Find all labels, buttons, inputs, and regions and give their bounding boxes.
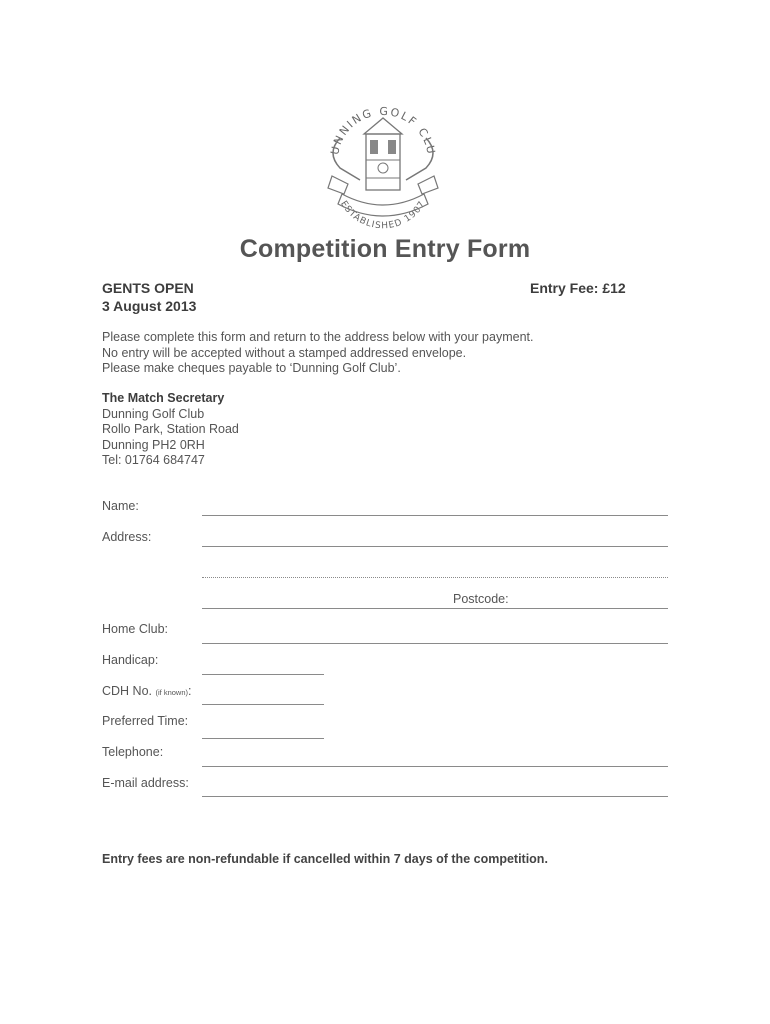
refund-notice: Entry fees are non-refundable if cancelled within 7 days of the competition. [102, 852, 548, 866]
address-line: Rollo Park, Station Road [102, 422, 239, 437]
cdh-label [102, 684, 192, 698]
svg-text:ESTABLISHED 1907 [338, 199, 428, 230]
competition-date: 3 August 2013 [102, 298, 197, 314]
name-label: Name: [102, 499, 139, 513]
address-line: Tel: 01764 684747 [102, 453, 205, 468]
address-field-line-1[interactable] [202, 546, 668, 547]
instruction-line: Please complete this form and return to the address below with your payment. [102, 330, 534, 344]
logo-text-bottom: ESTABLISHED 1907 [338, 199, 428, 230]
instruction-line: No entry will be accepted without a stamped addressed envelope. [102, 345, 467, 360]
cdh-label-text: CDH No. [102, 684, 153, 698]
entry-fee: Entry Fee: £12 [530, 280, 626, 296]
handicap-field[interactable] [202, 674, 324, 675]
telephone-label: Telephone: [102, 745, 164, 759]
club-logo [318, 98, 448, 230]
instruction-line: Please make cheques payable to ‘Dunning Golf Club’. [102, 361, 401, 376]
competition-name: GENTS OPEN [102, 280, 194, 296]
address-label: Address: [102, 530, 152, 544]
home-club-label: Home Club: [102, 622, 168, 636]
telephone-field[interactable] [202, 766, 668, 767]
preferred-time-field[interactable] [202, 738, 324, 739]
email-field[interactable] [202, 796, 668, 797]
instructions [102, 330, 533, 377]
club-crest-icon [318, 98, 448, 230]
postcode-field[interactable] [202, 608, 668, 609]
home-club-field[interactable] [202, 643, 668, 644]
cdh-colon: : [188, 684, 192, 698]
handicap-label: Handicap: [102, 653, 159, 667]
name-field[interactable] [202, 515, 668, 516]
cdh-note: (if known) [155, 688, 189, 697]
postcode-label: Postcode: [453, 592, 509, 606]
address-line: Dunning Golf Club [102, 406, 205, 421]
address-heading: The Match Secretary [102, 391, 225, 405]
page-title: Competition Entry Form [239, 235, 531, 263]
preferred-time-label: Preferred Time: [102, 714, 189, 728]
return-address [102, 391, 239, 469]
email-label: E-mail address: [102, 776, 189, 790]
logo-text-top: UNNING GOLF CLU [328, 104, 438, 157]
cdh-field[interactable] [202, 704, 324, 705]
address-field-line-2[interactable] [202, 577, 668, 578]
address-line: Dunning PH2 0RH [102, 437, 205, 452]
